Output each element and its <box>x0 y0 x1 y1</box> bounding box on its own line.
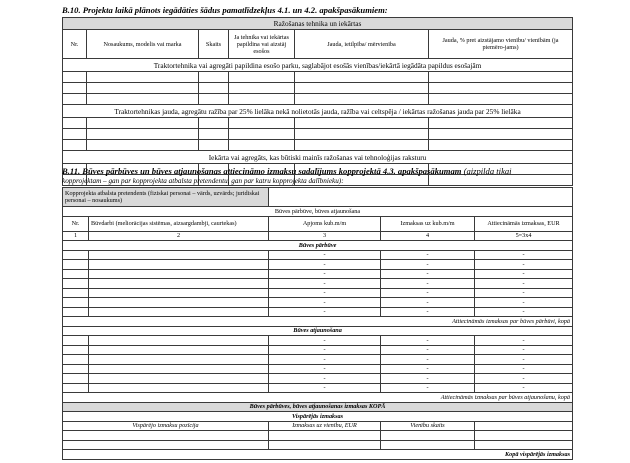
dash-cell[interactable]: - <box>269 307 381 317</box>
nr-cell[interactable] <box>63 260 89 270</box>
nr-cell[interactable] <box>63 298 89 308</box>
table-row <box>63 250 573 260</box>
works-cell[interactable] <box>89 269 269 279</box>
nr-cell[interactable] <box>63 307 89 317</box>
table-row <box>63 72 573 83</box>
b10-table <box>62 17 573 186</box>
nr-cell[interactable] <box>63 345 89 355</box>
b11-main-header: Būves pārbūve, būves atjaunošana <box>63 207 573 217</box>
dash-cell[interactable]: - <box>269 345 381 355</box>
b11-table <box>62 187 573 460</box>
b11-colnum-4: 4 <box>381 231 475 241</box>
dash-cell[interactable]: - <box>475 307 573 317</box>
table-row <box>63 288 573 298</box>
dash-cell[interactable]: - <box>269 298 381 308</box>
table-row <box>63 140 573 151</box>
b11-rebuild-rows <box>63 250 573 317</box>
b11-colnum-2: 2 <box>89 231 269 241</box>
dash-cell[interactable]: - <box>381 374 475 384</box>
dash-cell[interactable]: - <box>475 288 573 298</box>
works-cell[interactable] <box>89 260 269 270</box>
works-cell[interactable] <box>89 307 269 317</box>
table-row <box>63 118 573 129</box>
works-cell[interactable] <box>89 383 269 393</box>
dash-cell[interactable]: - <box>475 298 573 308</box>
dash-cell[interactable]: - <box>475 345 573 355</box>
b10-col-power: Jauda, ietilpība/ mērvienība <box>295 30 429 59</box>
dash-cell[interactable]: - <box>269 336 381 346</box>
dash-cell[interactable]: - <box>381 345 475 355</box>
dash-cell[interactable]: - <box>269 383 381 393</box>
b11-general-header: Vispārējās izmaksas <box>63 412 573 422</box>
b11-applicant-value[interactable] <box>269 188 573 207</box>
nr-cell[interactable] <box>63 383 89 393</box>
b11-heading <box>62 166 512 176</box>
nr-cell[interactable] <box>63 355 89 365</box>
dash-cell[interactable]: - <box>269 260 381 270</box>
dash-cell[interactable]: - <box>269 250 381 260</box>
dash-cell[interactable]: - <box>475 260 573 270</box>
table-row <box>63 94 573 105</box>
b10-col-replace: Ja tehnika vai iekārtas papildina vai aizstāj esošos <box>229 30 295 59</box>
b11-general-total: Kopā vispārējās izmaksas <box>63 450 573 460</box>
b11-heading-bold: B.11. Būves pārbūves un būves atjaunošanas attiecināmo izmaksu sadalījums kopprojektā 4.3. apakšpasākumam <box>62 166 462 176</box>
works-cell[interactable] <box>89 364 269 374</box>
dash-cell[interactable]: - <box>475 355 573 365</box>
b10-section-3: Iekārta vai agregāts, kas būtiski mainīs ražošanas vai tehnoloģijas raksturu <box>63 151 573 164</box>
dash-cell[interactable]: - <box>475 269 573 279</box>
nr-cell[interactable] <box>63 364 89 374</box>
dash-cell[interactable]: - <box>381 288 475 298</box>
dash-cell[interactable]: - <box>269 364 381 374</box>
table-row <box>63 260 573 270</box>
b11-applicant-label: Kopprojekta atbalsta pretendents (fiziskai personai – vārds, uzvārds; juridiskai personai – nosaukums) <box>63 188 269 207</box>
dash-cell[interactable]: - <box>381 364 475 374</box>
dash-cell[interactable]: - <box>269 279 381 289</box>
table-row <box>63 374 573 384</box>
table-row <box>63 307 573 317</box>
dash-cell[interactable]: - <box>381 250 475 260</box>
b10-section-2: Traktortehnikas jauda, agregātu ražība par 25% lielāka nekā nolietotās jauda, ražība vai celtspēja / iekārtas ražošanas jauda par 25% lielāka <box>63 105 573 118</box>
b11-renovation-rows <box>63 336 573 393</box>
dash-cell[interactable]: - <box>381 260 475 270</box>
table-row <box>63 355 573 365</box>
b11-grand-total: Būves pārbūves, būves atjaunošanas izmaksas KOPĀ <box>63 402 573 412</box>
b10-section-1: Traktortehnika vai agregāti papildina esošo parku, saglabājot esošās vienības/iekārtā iegādāta papildus esošajām <box>63 59 573 72</box>
dash-cell[interactable]: - <box>269 374 381 384</box>
dash-cell[interactable]: - <box>381 355 475 365</box>
works-cell[interactable] <box>89 345 269 355</box>
table-row <box>63 345 573 355</box>
dash-cell[interactable]: - <box>381 269 475 279</box>
nr-cell[interactable] <box>63 336 89 346</box>
table-row <box>63 364 573 374</box>
b11-col-eligible-label: Attiecināmās izmaksas, EUR <box>487 220 560 227</box>
nr-cell[interactable] <box>63 269 89 279</box>
table-row <box>63 269 573 279</box>
b11-rebuild-header: Būves pārbūve <box>63 241 573 251</box>
dash-cell[interactable]: - <box>475 364 573 374</box>
b11-col-unit-cost: Izmaksas uz kub.m/m <box>381 216 475 231</box>
nr-cell[interactable] <box>63 279 89 289</box>
b11-general-col-unit-cost: Izmaksas uz vienību, EUR <box>269 421 381 431</box>
b11-general-col-empty <box>475 421 573 431</box>
table-row <box>63 279 573 289</box>
b11-general-col-position: Vispārējo izmaksu pozīcija <box>63 421 269 431</box>
b11-rebuild-total: Attiecināmās izmaksas par būves pārbūvi, kopā <box>63 317 573 327</box>
dash-cell[interactable]: - <box>269 269 381 279</box>
b11-heading-note-2: kopprojektam – gan par kopprojekta atbalsta pretendentu, gan par katru kopprojekta dalībnieku): <box>62 177 344 185</box>
dash-cell[interactable]: - <box>381 383 475 393</box>
dash-cell[interactable]: - <box>269 355 381 365</box>
dash-cell[interactable]: - <box>381 307 475 317</box>
nr-cell[interactable] <box>63 288 89 298</box>
b11-colnum-3: 3 <box>269 231 381 241</box>
b11-col-nr: Nr. <box>63 216 89 231</box>
dash-cell[interactable]: - <box>381 336 475 346</box>
b11-heading-note-1: (aizpilda tikai <box>463 166 512 176</box>
b11-col-works: Būvdarbi (meliorācijas sistēmas, aizsargdambji, caurtekas) <box>89 216 269 231</box>
dash-cell[interactable]: - <box>475 279 573 289</box>
b10-heading: B.10. Projekta laikā plānots iegādāties šādus pamatlīdzekļus 4.1. un 4.2. apakšpasākumiem: <box>62 5 388 15</box>
table-row <box>63 431 573 441</box>
b10-col-percent: Jauda, % pret aizstājamo vienību/ vienībām (ja piemēro-jams) <box>429 30 573 59</box>
b10-group-header: Ražošanas tehnika un iekārtas <box>63 18 573 30</box>
b11-renovation-total: Attiecināmās izmaksas par būves atjaunošanu, kopā <box>63 393 573 403</box>
works-cell[interactable] <box>89 288 269 298</box>
table-row <box>63 129 573 140</box>
table-row <box>63 440 573 450</box>
dash-cell[interactable]: - <box>381 298 475 308</box>
b10-col-nr: Nr. <box>63 30 87 59</box>
dash-cell[interactable]: - <box>475 383 573 393</box>
dash-cell[interactable]: - <box>475 336 573 346</box>
b10-col-count: Skaits <box>199 30 229 59</box>
nr-cell[interactable] <box>63 374 89 384</box>
b11-colnum-5: 5=3x4 <box>475 231 573 241</box>
nr-cell[interactable] <box>63 250 89 260</box>
table-row <box>63 383 573 393</box>
b11-col-eligible <box>475 216 573 231</box>
b11-colnum-1: 1 <box>63 231 89 241</box>
table-row <box>63 336 573 346</box>
table-row <box>63 298 573 308</box>
works-cell[interactable] <box>89 250 269 260</box>
b11-col-volume: Apjoms kub.m/m <box>269 216 381 231</box>
works-cell[interactable] <box>89 374 269 384</box>
works-cell[interactable] <box>89 298 269 308</box>
dash-cell[interactable]: - <box>475 374 573 384</box>
b11-general-col-count: Vienību skaits <box>381 421 475 431</box>
works-cell[interactable] <box>89 355 269 365</box>
table-row <box>63 83 573 94</box>
dash-cell[interactable]: - <box>381 279 475 289</box>
dash-cell[interactable]: - <box>475 250 573 260</box>
works-cell[interactable] <box>89 336 269 346</box>
works-cell[interactable] <box>89 279 269 289</box>
b10-col-name: Nosaukums, modelis vai marka <box>87 30 199 59</box>
dash-cell[interactable]: - <box>269 288 381 298</box>
b11-renovation-header: Būves atjaunošana <box>63 326 573 336</box>
